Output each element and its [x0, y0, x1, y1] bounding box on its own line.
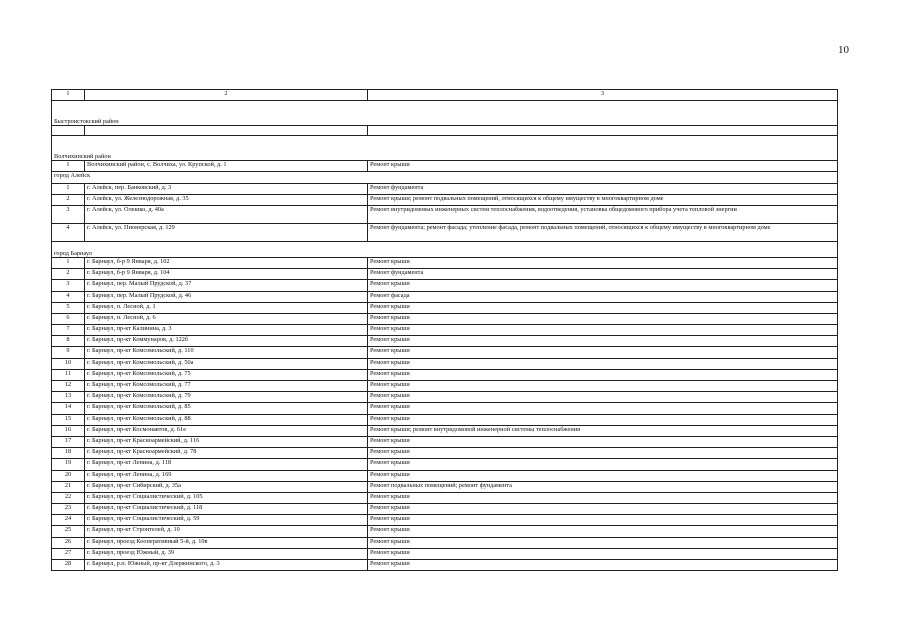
- empty-row: [52, 126, 838, 136]
- row-address: г. Барнаул, пр-кт Калинина, д. 3: [85, 325, 368, 336]
- row-number: 2: [52, 269, 85, 280]
- row-address: г. Алейск, ул. Олешко, д. 40а: [85, 205, 368, 223]
- row-work: Ремонт крыши: [368, 369, 838, 380]
- row-number: 9: [52, 347, 85, 358]
- district-title: город Барнаул: [52, 241, 838, 257]
- row-address: г. Барнаул, пр-кт Социалистический, д. 59: [85, 515, 368, 526]
- row-number: 3: [52, 205, 85, 223]
- district-row-bystroistoksky: [52, 101, 838, 126]
- row-number: 4: [52, 291, 85, 302]
- row-work: Ремонт крыши: [368, 280, 838, 291]
- table-row: [52, 223, 838, 241]
- row-number: 2: [52, 194, 85, 205]
- row-work: Ремонт крыши; ремонт подвальных помещений, относящихся к общему имуществу в многоквартирном доме: [368, 194, 838, 205]
- repair-register-table: [51, 89, 838, 571]
- empty-cell: [368, 126, 838, 136]
- table-row: [52, 269, 838, 280]
- row-work: Ремонт крыши: [368, 161, 838, 172]
- header-col-2: 2: [85, 90, 368, 101]
- row-work: Ремонт фундамента; ремонт фасада; утепление фасада, ремонт подвальных помещений, относящихся к общему имуществу в многоквартирном доме: [368, 223, 838, 241]
- row-number: 23: [52, 504, 85, 515]
- table-row: [52, 291, 838, 302]
- table-row: [52, 425, 838, 436]
- row-address: г. Барнаул, пр-кт Комсомольский, д. 110: [85, 347, 368, 358]
- table-row: [52, 161, 838, 172]
- row-address: г. Барнаул, проезд Кооперативный 5-й, д. 10в: [85, 537, 368, 548]
- row-address: г. Барнаул, пр-кт Социалистический, д. 105: [85, 492, 368, 503]
- row-address: г. Барнаул, пр-кт Строителей, д. 10: [85, 526, 368, 537]
- row-work: Ремонт крыши: [368, 358, 838, 369]
- row-work: Ремонт крыши: [368, 515, 838, 526]
- row-address: г. Барнаул, пр-кт Комсомольский, д. 88: [85, 414, 368, 425]
- row-work: Ремонт крыши: [368, 325, 838, 336]
- row-address: г. Барнаул, пр-кт Комсомольский, д. 75: [85, 369, 368, 380]
- row-number: 6: [52, 313, 85, 324]
- empty-cell: [85, 126, 368, 136]
- district-title: город Алейск: [52, 172, 838, 183]
- row-number: 4: [52, 223, 85, 241]
- district-row-barnaul: [52, 241, 838, 257]
- row-work: Ремонт фундамента: [368, 269, 838, 280]
- row-address: г. Барнаул, пр-кт Коммунаров, д. 122б: [85, 336, 368, 347]
- row-number: 18: [52, 448, 85, 459]
- row-number: 26: [52, 537, 85, 548]
- row-address: г. Барнаул, пр-кт Красноармейский, д. 78: [85, 448, 368, 459]
- row-work: Ремонт крыши; ремонт внутридомовой инженерной системы теплоснабжения: [368, 425, 838, 436]
- row-address: г. Барнаул, пр-кт Социалистический, д. 118: [85, 504, 368, 515]
- row-address: г. Барнаул, б-р 9 Января, д. 102: [85, 257, 368, 268]
- table-row: [52, 470, 838, 481]
- row-work: Ремонт крыши: [368, 381, 838, 392]
- table-row: [52, 302, 838, 313]
- empty-cell: [52, 126, 85, 136]
- table-row: [52, 336, 838, 347]
- row-address: г. Барнаул, пер. Малый Прудской, д. 37: [85, 280, 368, 291]
- row-number: 19: [52, 459, 85, 470]
- table-row: [52, 526, 838, 537]
- row-number: 13: [52, 392, 85, 403]
- row-address: Волчихинский район, с. Волчиха, ул. Крупской, д. 1: [85, 161, 368, 172]
- row-address: г. Барнаул, проезд Южный, д. 39: [85, 548, 368, 559]
- row-address: г. Алейск, ул. Железнодорожная, д. 35: [85, 194, 368, 205]
- row-number: 22: [52, 492, 85, 503]
- table-row: [52, 403, 838, 414]
- table-body: [52, 90, 838, 571]
- table-row: [52, 504, 838, 515]
- header-col-1: 1: [52, 90, 85, 101]
- row-work: Ремонт крыши: [368, 414, 838, 425]
- row-number: 3: [52, 280, 85, 291]
- table-row: [52, 392, 838, 403]
- table-row: [52, 369, 838, 380]
- row-work: Ремонт крыши: [368, 548, 838, 559]
- row-work: Ремонт крыши: [368, 302, 838, 313]
- district-title: Волчихинский район: [52, 136, 838, 161]
- row-work: Ремонт крыши: [368, 257, 838, 268]
- row-work: Ремонт крыши: [368, 504, 838, 515]
- table-row: [52, 381, 838, 392]
- row-address: г. Барнаул, пр-кт Комсомольский, д. 77: [85, 381, 368, 392]
- row-number: 17: [52, 436, 85, 447]
- table-row: [52, 205, 838, 223]
- row-address: г. Барнаул, п. Лесной, д. 1: [85, 302, 368, 313]
- row-number: 12: [52, 381, 85, 392]
- row-number: 1: [52, 183, 85, 194]
- row-number: 25: [52, 526, 85, 537]
- row-number: 16: [52, 425, 85, 436]
- row-address: г. Барнаул, пр-кт Ленина, д. 118: [85, 459, 368, 470]
- row-work: Ремонт крыши: [368, 448, 838, 459]
- row-work: Ремонт фасада: [368, 291, 838, 302]
- row-work: Ремонт крыши: [368, 492, 838, 503]
- row-work: Ремонт крыши: [368, 347, 838, 358]
- row-address: г. Барнаул, р.п. Южный, пр-кт Дзержинского, д. 3: [85, 560, 368, 571]
- table-row: [52, 448, 838, 459]
- row-work: Ремонт крыши: [368, 313, 838, 324]
- header-col-3: 3: [368, 90, 838, 101]
- row-address: г. Барнаул, б-р 9 Января, д. 104: [85, 269, 368, 280]
- row-address: г. Барнаул, пр-кт Ленина, д. 169: [85, 470, 368, 481]
- row-number: 14: [52, 403, 85, 414]
- row-work: Ремонт крыши: [368, 459, 838, 470]
- row-address: г. Алейск, пер. Банковский, д. 3: [85, 183, 368, 194]
- row-address: г. Барнаул, пр-кт Красноармейский, д. 116: [85, 436, 368, 447]
- row-number: 24: [52, 515, 85, 526]
- row-number: 1: [52, 257, 85, 268]
- row-address: г. Барнаул, пр-кт Комсомольский, д. 79: [85, 392, 368, 403]
- table-row: [52, 492, 838, 503]
- row-number: 1: [52, 161, 85, 172]
- table-row: [52, 459, 838, 470]
- row-work: Ремонт крыши: [368, 436, 838, 447]
- row-work: Ремонт крыши: [368, 336, 838, 347]
- row-number: 7: [52, 325, 85, 336]
- row-number: 15: [52, 414, 85, 425]
- table-row: [52, 313, 838, 324]
- table-row: [52, 560, 838, 571]
- table-row: [52, 325, 838, 336]
- row-number: 11: [52, 369, 85, 380]
- table-row: [52, 358, 838, 369]
- row-work: Ремонт крыши: [368, 392, 838, 403]
- table-row: [52, 257, 838, 268]
- row-address: г. Барнаул, пер. Малый Прудской, д. 46: [85, 291, 368, 302]
- row-work: Ремонт внутридомовых инженерных систем теплоснабжения, водоотведения, установка общедомового прибора учета тепловой энергии: [368, 205, 838, 223]
- district-row-aleysk: [52, 172, 838, 183]
- table-row: [52, 280, 838, 291]
- row-work: Ремонт крыши: [368, 537, 838, 548]
- district-row-volchikhinsky: [52, 136, 838, 161]
- row-number: 27: [52, 548, 85, 559]
- row-work: Ремонт подвальных помещений; ремонт фундамента: [368, 481, 838, 492]
- table-row: [52, 194, 838, 205]
- row-number: 5: [52, 302, 85, 313]
- row-work: Ремонт крыши: [368, 470, 838, 481]
- row-address: г. Барнаул, пр-кт Сибирский, д. 35а: [85, 481, 368, 492]
- row-number: 20: [52, 470, 85, 481]
- row-work: Ремонт крыши: [368, 403, 838, 414]
- row-number: 21: [52, 481, 85, 492]
- table-row: [52, 414, 838, 425]
- table-row: [52, 347, 838, 358]
- table-row: [52, 537, 838, 548]
- row-number: 10: [52, 358, 85, 369]
- header-row: [52, 90, 838, 101]
- row-address: г. Алейск, ул. Пионерская, д. 129: [85, 223, 368, 241]
- row-number: 28: [52, 560, 85, 571]
- table-row: [52, 436, 838, 447]
- table-row: [52, 183, 838, 194]
- district-title: Быстроистокский район: [52, 101, 838, 126]
- row-work: Ремонт фундамента: [368, 183, 838, 194]
- row-work: Ремонт крыши: [368, 560, 838, 571]
- row-address: г. Барнаул, пр-кт Комсомольский, д. 50а: [85, 358, 368, 369]
- row-address: г. Барнаул, пр-кт Комсомольский, д. 85: [85, 403, 368, 414]
- table-row: [52, 515, 838, 526]
- row-address: г. Барнаул, пр-кт Космонавтов, д. 61е: [85, 425, 368, 436]
- row-work: Ремонт крыши: [368, 526, 838, 537]
- row-number: 8: [52, 336, 85, 347]
- page-number: 10: [838, 44, 849, 56]
- table-row: [52, 548, 838, 559]
- table-row: [52, 481, 838, 492]
- row-address: г. Барнаул, п. Лесной, д. 6: [85, 313, 368, 324]
